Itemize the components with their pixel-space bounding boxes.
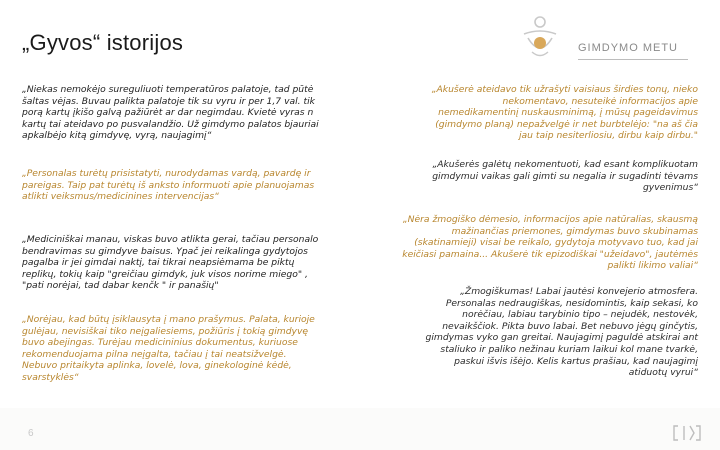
mother-child-logo-icon [510,12,570,62]
quote-left-2: „Personalas turėtų prisistatyti, nurodydamas vardą, pavardę ir pareigas. Taip pat turėtų iš anksto informuoti apie planuojamas atlikti veiksmus/medicinines intervencijas“ [22,168,315,203]
quote-right-4: „Žmogiškumas! Labai jautėsi konvejerio atmosfera. Personalas nedraugiškas, nesidomintis, kaip sekasi, ko norėčiau, labiau tarybinio tipo – nejudėk, nestovėk, nevaikščiok. Pikta buvo labai. Bet nebuvo jėgų ginčytis, gimdymas vyko gan greitai. Naujagimį paguldė atskirai ant staliuko ir paliko nežinau kuriam laikui kol mane tvarkė, paskui išvis išėjo. Kelis kartus prašiau, kad naujagimį atiduotų vyrui“ [425,286,698,379]
quote-left-1: „Niekas nemokėjo sureguliuoti temperatūros palatoje, tad pūtė šaltas vėjas. Buvau palikta palatoje tik su vyru ir per 1,7 val. tik porą kartų įkišo galvą pažiūrėt ar dar negimdau. Kvietė vyras n kartų tai ateidavo po pusvalandžio. Už gimdymo palatos bjauriai apkalbėjo kitą gimdyvę, vyrą, naujagimį“ [22,84,319,142]
quote-right-3: „Nėra žmogiško dėmesio, informacijos apie natūralias, skausmą mažinančias priemones, gimdymas buvo skubinamas (skatinamieji) visai be reikalo, gydytoja motyvavo tuo, kad jai keičiasi pamaina... Akušerė tik epizodiškai "užeidavo", jautėmės palikti likimo valiai“ [402,214,698,272]
brand-divider [578,59,688,60]
quote-left-4: „Norėjau, kad būtų įsiklausyta į mano prašymus. Palata, kurioje gulėjau, nevisiškai tiko neįgaliesiems, požiūris į tokią gimdyvę buvo abejingas. Turėjau medicininius dokumentus, kuriuose rekomenduojama pilna neįgalta, tačiau į tai neatsižvelgė. Nebuvo pritaikyta aplinka, lovelė, lova, ginekologinė kėdė, svarstyklės“ [22,314,315,383]
quote-left-3: „Mediciniškai manau, viskas buvo atlikta gerai, tačiau personalo bendravimas su gimdyve baisus. Ypač jei reikalinga gydytojos pagalba ir jei gimdai naktį, tai tikrai neapsiėmama be piktų replikų, tokių kaip "greičiau gimdyk, juk visos norime miego" , "pati norėjai, tad dabar kenčk " ir panašių" [22,234,319,292]
page-number: 6 [28,428,34,439]
quote-right-2: „Akušerės galėtų nekomentuoti, kad esant komplikuotam gimdymui vaikas gali gimti su negalia ir sugadinti tėvams gyvenimus“ [432,159,698,194]
quote-right-1: „Akušerė ateidavo tik užrašyti vaisiaus širdies tonų, nieko nekomentavo, nesuteikė informacijos apie nemedikamentinį nuskausminimą, į mūsų pageidavimus (gimdymo planą) nepažvelgė ir net burbtelėjo: "na aš čia jau taip nesiterliosiu, dirbu kaip dirbu." [431,84,698,142]
bracket-mark-icon [672,424,702,442]
brand-name: GIMDYMO METU [578,42,678,54]
page-title: „Gyvos“ istorijos [22,30,184,55]
footer-bar [0,408,720,450]
